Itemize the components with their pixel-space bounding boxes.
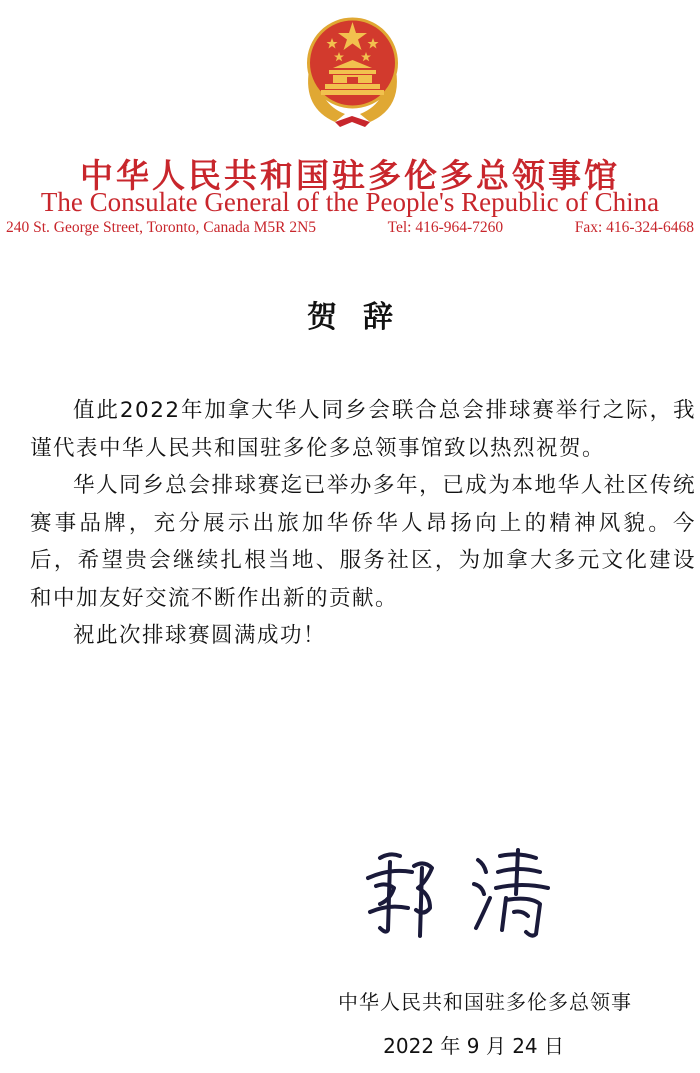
letter-body [30, 392, 696, 655]
paragraph-1: 值此2022年加拿大华人同乡会联合总会排球赛举行之际，我谨代表中华人民共和国驻多伦多总领事馆致以热烈祝贺。 [30, 398, 696, 461]
national-emblem-icon [295, 8, 410, 128]
paragraph-3: 祝此次排球赛圆满成功！ [73, 623, 327, 648]
paragraph-2: 华人同乡总会排球赛迄已举办多年，已成为本地华人社区传统赛事品牌，充分展示出旅加华侨华人昂扬向上的精神风貌。今后，希望贵会继续扎根当地、服务社区，为加拿大多元文化建设和中加友好交流不断作出新的贡献。 [30, 473, 696, 611]
telephone: Tel: 416-964-7260 [387, 219, 504, 236]
signatory-title: 中华人民共和国驻多伦多总领事 [338, 990, 632, 1014]
handwritten-signature [350, 838, 570, 938]
address: 240 St. George Street, Toronto, Canada M5R 2N5 [6, 219, 317, 236]
fax: Fax: 416-324-6468 [574, 219, 694, 236]
letter-title: 贺辞 [307, 300, 419, 335]
consulate-chinese-name: 中华人民共和国驻多伦多总领事馆 [80, 156, 620, 195]
letter-date: 2022 年 9 月 24 日 [383, 1034, 564, 1058]
consulate-english-name: The Consulate General of the People's Republic of China [40, 187, 660, 217]
contact-line [6, 219, 694, 237]
